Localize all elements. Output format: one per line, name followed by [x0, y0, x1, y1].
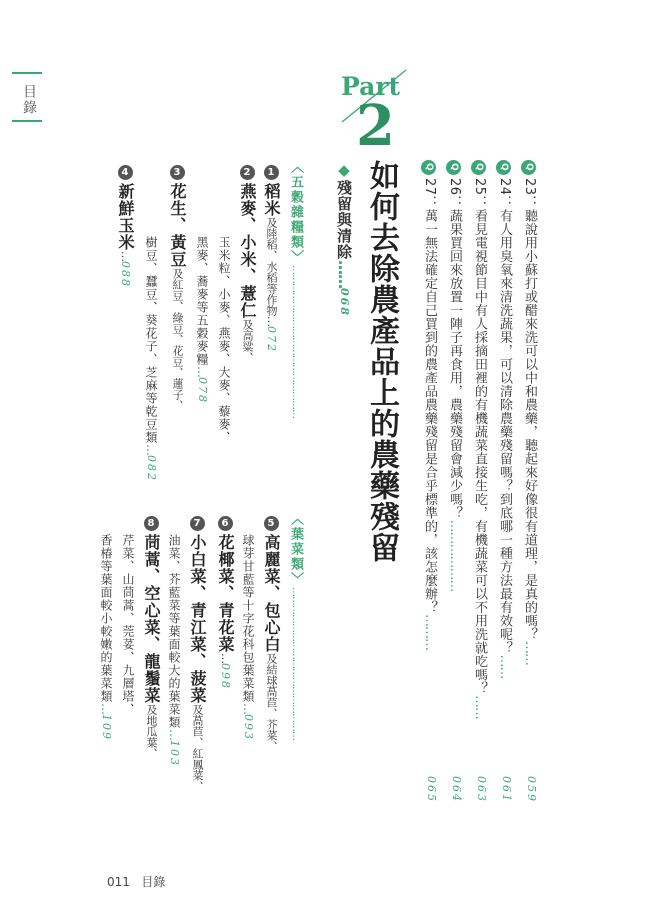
entry-detail: 及高粱、 [241, 319, 254, 363]
entry-detail: 油菜、芥藍菜等葉面較大的葉菜類 [167, 534, 181, 729]
entry-title: 花生、黃豆 [168, 183, 187, 268]
question-item-23[interactable]: Q23：聽說用小蘇打或醋來洗可以中和農藥，聽起來好像很有道理，是真的嗎？…… 059 [520, 160, 538, 810]
entry-detail: 球芽甘藍等十字花科包葉菜類 [241, 534, 255, 703]
entry-page: 078 [196, 377, 209, 404]
number-badge: 3 [170, 165, 185, 180]
footer-label: 目錄 [141, 875, 166, 889]
category-header-grains [286, 160, 305, 418]
question-number: 24 [497, 178, 512, 196]
question-text: 看見電視節目中有人採摘田裡的有機蔬菜直接生吃，有機蔬菜可以不用洗就吃嗎？ [472, 209, 487, 696]
question-page: 064 [450, 776, 463, 803]
diamond-icon: ◆ [335, 161, 353, 180]
leader-dots: …………………………………………… [290, 265, 301, 418]
entry-page: 109 [100, 714, 113, 741]
intro-link[interactable] [334, 161, 355, 317]
question-page: 061 [500, 776, 513, 803]
q-badge-icon: Q [446, 160, 461, 175]
entry-page: 088 [119, 261, 132, 288]
entry-cauliflower[interactable] [214, 516, 237, 690]
q-badge-icon: Q [521, 160, 536, 175]
question-text: 蔬果買回來放置一陣子再食用，農藥殘留會減少嗎？ [447, 209, 462, 520]
entry-title: 高麗菜、包心白 [262, 534, 281, 653]
page-footer [107, 873, 165, 890]
question-number: 27 [422, 178, 437, 196]
footer-page-number: 011 [107, 875, 130, 889]
entry-detail: 黑麥、蕎麥等五穀麥糧 [195, 236, 209, 366]
entry-oats-sub: 玉米粒、小麥、燕麥、大麥、藜麥、 [217, 236, 231, 444]
entry-title: 茼蒿、空心菜、龍鬚菜 [142, 534, 161, 704]
entry-oats-sub2 [194, 236, 211, 404]
category-header-leafy [286, 512, 305, 740]
leader-dots: ……… [422, 614, 437, 651]
side-tab-title: 目錄 [21, 84, 37, 116]
entry-page: 072 [265, 326, 278, 353]
leader-dots: … [119, 251, 132, 261]
entry-title: 小白菜、青江菜、菠菜 [188, 534, 207, 704]
entry-detail: 香椿等葉面較小較嫩的葉菜類 [99, 534, 113, 703]
question-text: 萬一無法確定自己買到的農產品農藥殘留是合乎標準的，該怎麼辦？ [422, 209, 437, 615]
tab-rule-bottom [12, 120, 42, 122]
category-label: 〈五穀雜糧類〉 [288, 160, 303, 265]
entry-detail: 及紅豆、綠豆、花豆、蓮子、 [171, 268, 184, 411]
leader-dots: …………………………………………… [290, 587, 301, 740]
leader-dots: … [144, 444, 158, 455]
entry-detail: 及萵苣、紅鳳菜、 [191, 704, 204, 792]
question-number: 23 [522, 178, 537, 196]
entry-peanut[interactable] [166, 165, 189, 411]
leader-dots: …… [522, 641, 537, 666]
entry-page: 082 [145, 455, 158, 482]
entry-title: 燕麥、小米、薏仁 [238, 183, 257, 319]
entry-rice[interactable] [260, 165, 283, 353]
number-badge: 7 [190, 516, 205, 531]
number-badge: 5 [264, 516, 279, 531]
question-page: 063 [475, 776, 488, 803]
intro-label: 殘留與清除 [335, 180, 353, 260]
question-number: 26 [447, 178, 462, 196]
question-text: 有人用臭氧來清洗蔬果，可以清除農藥殘留嗎？到底哪一種方法最有效呢？ [497, 209, 512, 655]
part-title: 如何去除農產品上的農藥殘留 [364, 160, 399, 563]
q-badge-icon: Q [471, 160, 486, 175]
entry-title: 稻米 [262, 183, 281, 217]
number-badge: 4 [118, 165, 133, 180]
q-badge-icon: Q [421, 160, 436, 175]
question-item-24[interactable]: Q24：有人用臭氧來清洗蔬果，可以清除農藥殘留嗎？到底哪一種方法最有效呢？…… 061 [495, 160, 513, 810]
question-page: 065 [425, 776, 438, 803]
entry-cabbage[interactable] [260, 516, 283, 752]
entry-bokchoy-sub [166, 534, 183, 767]
entry-detail: 及地瓜葉、 [145, 704, 158, 759]
leader-dots: …… [472, 695, 487, 720]
entry-detail: 及陸稻、水稻等作物 [265, 217, 278, 316]
entry-page: 103 [168, 740, 181, 767]
q-badge-icon: Q [496, 160, 511, 175]
leader-dots: ……………… [447, 519, 462, 592]
entry-crowndaisy[interactable] [140, 516, 163, 759]
leader-dots: … [241, 703, 255, 714]
part-word: Part [341, 72, 401, 101]
entry-title: 花椰菜、青花菜 [216, 534, 235, 653]
entry-title: 新鮮玉米 [116, 183, 135, 251]
entry-page: 098 [219, 663, 232, 690]
entry-oats[interactable] [236, 165, 259, 363]
category-label: 〈葉菜類〉 [288, 512, 303, 587]
question-item-26[interactable]: Q26：蔬果買回來放置一陣子再食用，農藥殘留會減少嗎？……………… 064 [445, 160, 463, 810]
number-badge: 6 [218, 516, 233, 531]
question-text: 聽說用小蘇打或醋來洗可以中和農藥，聽起來好像很有道理，是真的嗎？ [522, 209, 537, 642]
entry-crowndaisy-sub2 [98, 534, 115, 741]
leader-dots: …… [335, 260, 353, 288]
number-badge: 2 [240, 165, 255, 180]
leader-dots: … [99, 703, 113, 714]
entry-detail: 樹豆、蠶豆、葵花子、芝麻等乾豆類 [144, 236, 158, 444]
number-badge: 8 [144, 516, 159, 531]
leader-dots: …… [497, 654, 512, 679]
entry-cabbage-sub [240, 534, 257, 741]
entry-peanut-sub [143, 236, 160, 482]
part-number: 2 [356, 93, 395, 159]
leader-dots: … [195, 366, 209, 377]
question-item-27[interactable]: Q27：萬一無法確定自己買到的農產品農藥殘留是合乎標準的，該怎麼辦？……… 065 [420, 160, 438, 810]
entry-detail: 及結球萵苣、芥菜、 [265, 653, 278, 752]
entry-crowndaisy-sub: 芹菜、山茼蒿、莞荽、九層塔、 [121, 534, 135, 716]
leader-dots: … [219, 653, 232, 663]
question-item-25[interactable]: Q25：看見電視節目中有人採摘田裡的有機蔬菜直接生吃，有機蔬菜可以不用洗就吃嗎？…… 063 [470, 160, 488, 810]
leader-dots: … [265, 316, 278, 326]
entry-page: 093 [242, 714, 255, 741]
number-badge: 1 [264, 165, 279, 180]
question-number: 25 [472, 178, 487, 196]
entry-bokchoy[interactable] [186, 516, 209, 792]
entry-corn[interactable] [114, 165, 137, 288]
leader-dots: … [167, 729, 181, 740]
question-page: 059 [525, 776, 538, 803]
tab-rule-top [12, 72, 42, 74]
intro-page: 068 [338, 288, 351, 317]
